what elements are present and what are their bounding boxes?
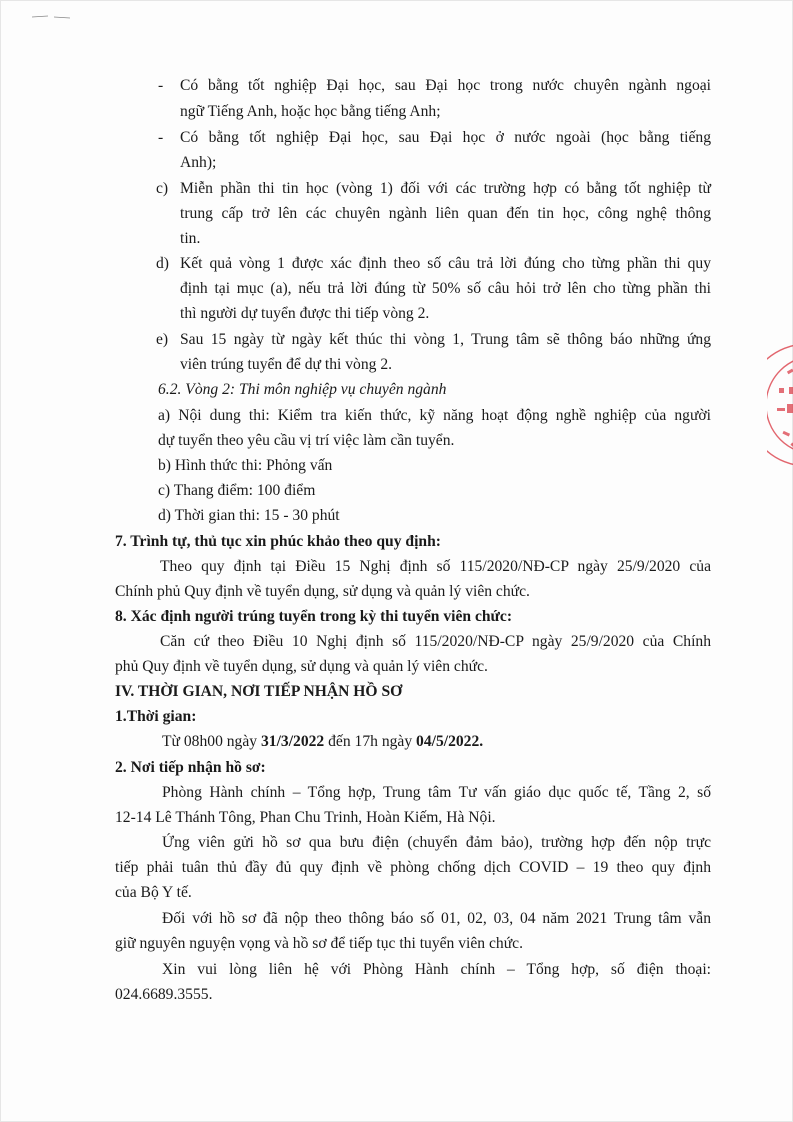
section-7-heading: 7. Trình tự, thủ tục xin phúc khảo theo quy định: — [115, 533, 441, 550]
time-start-date: 31/3/2022 — [260, 733, 325, 750]
item-c-label: c) — [156, 180, 169, 197]
bullet-2-line-1: Có bằng tốt nghiệp Đại học, sau Đại học ở nước ngoài (học bằng tiếng — [180, 129, 711, 146]
contact-line-2: 024.6689.3555. — [115, 986, 213, 1003]
item-d-line-2: định tại mục (a), nếu trả lời đúng từ 50% số câu hỏi trở lên cho từng phần thi — [180, 280, 711, 297]
item-d-line-1: Kết quả vòng 1 được xác định theo số câu trả lời đúng cho từng phần thi quy — [180, 255, 711, 272]
round-2-a-line-1: a) Nội dung thi: Kiểm tra kiến thức, kỹ năng hoạt động nghề nghiệp của người — [158, 407, 711, 424]
item-c-line-3: tin. — [180, 230, 201, 247]
scan-speck — [30, 14, 72, 20]
time-mid: đến 17h ngày — [324, 733, 417, 750]
bullet-dash-1: - — [158, 77, 164, 94]
time-heading: 1.Thời gian: — [115, 708, 197, 725]
time-line — [162, 732, 483, 752]
item-d-label: d) — [156, 255, 169, 272]
item-c-line-2: trung cấp trở lên các chuyên ngành liên quan đến tin học, công nghệ thông — [180, 205, 711, 222]
item-e-line-2: viên trúng tuyển để dự thi vòng 2. — [180, 356, 393, 373]
round-2-d: d) Thời gian thi: 15 - 30 phút — [158, 507, 340, 524]
contact-line-1: Xin vui lòng liên hệ với Phòng Hành chính – Tổng hợp, số điện thoại: — [162, 961, 711, 978]
item-e-line-1: Sau 15 ngày từ ngày kết thúc thi vòng 1, Trung tâm sẽ thông báo những ứng — [180, 331, 711, 348]
submission-line-3: của Bộ Y tế. — [115, 884, 192, 901]
section-iv-heading: IV. THỜI GIAN, NƠI TIẾP NHẬN HỒ SƠ — [115, 683, 403, 700]
section-7-line-2: Chính phủ Quy định về tuyển dụng, sử dụng và quản lý viên chức. — [115, 583, 530, 600]
section-7-line-1: Theo quy định tại Điều 15 Nghị định số 115/2020/NĐ-CP ngày 25/9/2020 của — [160, 558, 711, 575]
place-line-1: Phòng Hành chính – Tổng hợp, Trung tâm Tư vấn giáo dục quốc tế, Tầng 2, số — [162, 784, 711, 801]
item-d-line-3: thì người dự tuyển được thi tiếp vòng 2. — [180, 305, 430, 322]
prior-files-line-2: giữ nguyên nguyện vọng và hồ sơ để tiếp tục thi tuyển viên chức. — [115, 935, 523, 952]
official-stamp-fragment — [767, 340, 793, 470]
place-line-2: 12-14 Lê Thánh Tông, Phan Chu Trinh, Hoàn Kiếm, Hà Nội. — [115, 809, 496, 826]
item-e-label: e) — [156, 331, 169, 348]
prior-files-line-1: Đối với hồ sơ đã nộp theo thông báo số 01, 02, 03, 04 năm 2021 Trung tâm vẫn — [162, 910, 711, 927]
item-c-line-1: Miễn phần thi tin học (vòng 1) đối với các trường hợp có bằng tốt nghiệp từ — [180, 180, 711, 197]
bullet-dash-2: - — [158, 129, 164, 146]
place-heading: 2. Nơi tiếp nhận hồ sơ: — [115, 759, 266, 776]
bullet-2-line-2: Anh); — [180, 154, 217, 171]
round-2-heading: 6.2. Vòng 2: Thi môn nghiệp vụ chuyên ngành — [158, 381, 447, 398]
section-8-heading: 8. Xác định người trúng tuyển trong kỳ thi tuyển viên chức: — [115, 608, 513, 625]
time-end-date: 04/5/2022. — [416, 733, 484, 750]
submission-line-2: tiếp phải tuân thủ đầy đủ quy định về phòng chống dịch COVID – 19 theo quy định — [115, 859, 711, 876]
time-prefix: Từ 08h00 ngày — [162, 733, 261, 750]
bullet-1-line-1: Có bằng tốt nghiệp Đại học, sau Đại học trong nước chuyên ngành ngoại — [180, 77, 711, 94]
bullet-1-line-2: ngữ Tiếng Anh, hoặc học bằng tiếng Anh; — [180, 103, 441, 120]
section-8-line-2: phủ Quy định về tuyển dụng, sử dụng và quản lý viên chức. — [115, 658, 488, 675]
round-2-a-line-2: dự tuyển theo yêu cầu vị trí việc làm cần tuyển. — [158, 432, 455, 449]
round-2-b: b) Hình thức thi: Phỏng vấn — [158, 457, 333, 474]
submission-line-1: Ứng viên gửi hồ sơ qua bưu điện (chuyển đảm bảo), trường hợp đến nộp trực — [162, 834, 711, 851]
round-2-c: c) Thang điểm: 100 điểm — [158, 482, 316, 499]
section-8-line-1: Căn cứ theo Điều 10 Nghị định số 115/2020/NĐ-CP ngày 25/9/2020 của Chính — [160, 633, 711, 650]
